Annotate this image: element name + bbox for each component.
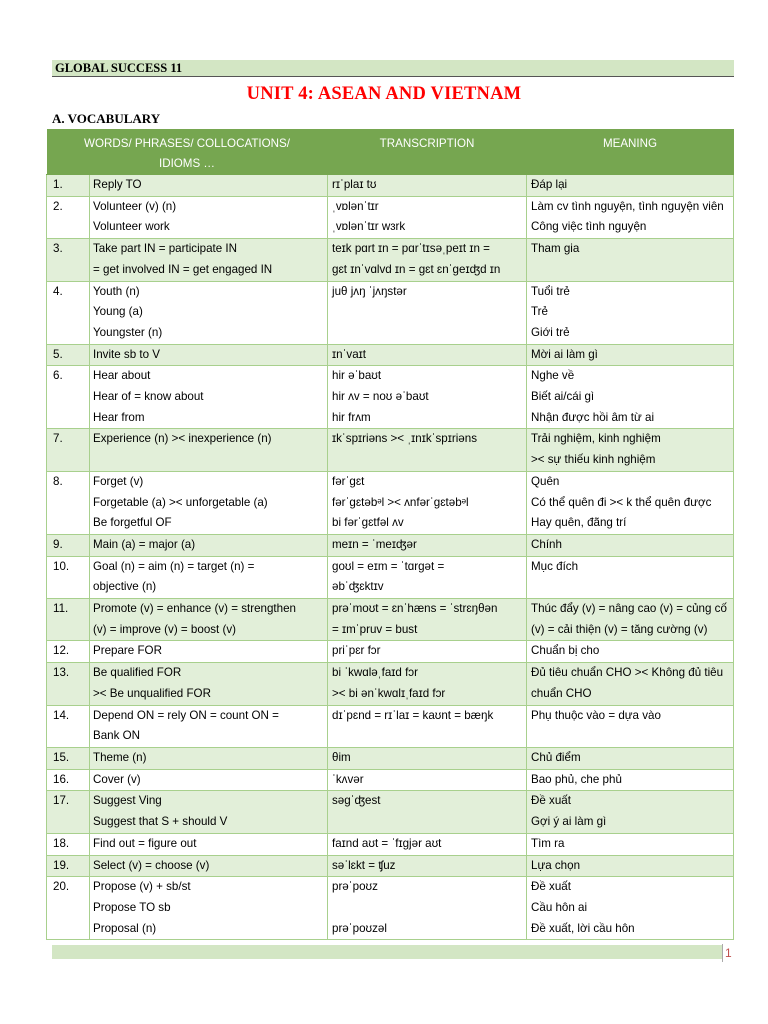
unit-title: UNIT 4: ASEAN AND VIETNAM bbox=[246, 84, 522, 104]
column-header-transcription bbox=[328, 130, 527, 175]
meaning-cell bbox=[527, 534, 734, 556]
transcription-line: fərˈgɛtəbᵊl >< ʌnfərˈgɛtəbᵊl bbox=[332, 495, 469, 509]
transcription-line: əbˈʤɛktɪv bbox=[332, 580, 384, 594]
transcription-line: juθ jʌŋ ˈjʌŋstər bbox=[332, 284, 407, 298]
word-line: Invite sb to V bbox=[93, 347, 161, 361]
meaning-line: Mời ai làm gì bbox=[531, 347, 598, 361]
transcription-line: səˈlɛkt = ʧuz bbox=[332, 858, 396, 872]
table-row bbox=[47, 344, 734, 366]
transcription-line: priˈpɛr fɔr bbox=[332, 644, 381, 658]
transcription-cell bbox=[328, 877, 527, 940]
meaning-line: Hay quên, đãng trí bbox=[531, 516, 627, 530]
meaning-line: Gợi ý ai làm gì bbox=[531, 815, 607, 829]
meaning-line: Quên bbox=[531, 474, 560, 488]
transcription-line: səgˈʤest bbox=[332, 794, 381, 808]
row-number: 9. bbox=[47, 534, 90, 556]
table-row bbox=[47, 175, 734, 197]
meaning-cell bbox=[527, 705, 734, 747]
word-line: Hear about bbox=[93, 369, 151, 383]
row-number: 19. bbox=[47, 855, 90, 877]
meaning-line: Làm cv tình nguyện, tình nguyện viên bbox=[531, 199, 724, 213]
table-row bbox=[47, 599, 734, 641]
word-line: >< Be unqualified FOR bbox=[93, 686, 211, 700]
word-line: Main (a) = major (a) bbox=[93, 537, 196, 551]
meaning-line: Có thể quên đi >< k thể quên được bbox=[531, 495, 712, 509]
row-number: 8. bbox=[47, 471, 90, 534]
word-cell bbox=[90, 599, 328, 641]
transcription-cell bbox=[328, 747, 527, 769]
row-number: 5. bbox=[47, 344, 90, 366]
meaning-line: Phụ thuộc vào = dựa vào bbox=[531, 708, 661, 722]
header-bar bbox=[52, 60, 734, 77]
row-number: 14. bbox=[47, 705, 90, 747]
word-line: Take part IN = participate IN bbox=[93, 242, 238, 256]
word-cell bbox=[90, 239, 328, 281]
transcription-cell bbox=[328, 833, 527, 855]
meaning-cell bbox=[527, 281, 734, 344]
transcription-cell bbox=[328, 344, 527, 366]
word-cell bbox=[90, 663, 328, 705]
row-number: 7. bbox=[47, 429, 90, 471]
meaning-line: Đề xuất bbox=[531, 880, 571, 894]
word-line: Theme (n) bbox=[93, 750, 147, 764]
table-row bbox=[47, 366, 734, 429]
transcription-line: prəˈpoʊzəl bbox=[332, 921, 387, 935]
transcription-line: ˈkʌvər bbox=[332, 772, 364, 786]
word-cell bbox=[90, 344, 328, 366]
meaning-line: Nhận được hồi âm từ ai bbox=[531, 410, 655, 424]
meaning-cell bbox=[527, 641, 734, 663]
transcription-line: ɪnˈvaɪt bbox=[332, 347, 367, 361]
transcription-line: θim bbox=[332, 750, 351, 764]
meaning-line: Tìm ra bbox=[531, 836, 565, 850]
transcription-cell bbox=[328, 556, 527, 598]
table-row bbox=[47, 641, 734, 663]
meaning-line: Thúc đẩy (v) = nâng cao (v) = củng cố bbox=[531, 602, 727, 616]
vocabulary-table bbox=[46, 129, 734, 940]
meaning-line: Nghe về bbox=[531, 369, 575, 383]
meaning-cell bbox=[527, 175, 734, 197]
meaning-cell bbox=[527, 791, 734, 833]
word-line: Select (v) = choose (v) bbox=[93, 858, 210, 872]
meaning-line: Lựa chọn bbox=[531, 858, 581, 872]
transcription-line: fərˈgɛt bbox=[332, 474, 365, 488]
meaning-line: chuẩn CHO bbox=[531, 686, 592, 700]
meaning-line: Trẻ bbox=[531, 305, 548, 319]
table-row bbox=[47, 833, 734, 855]
transcription-cell bbox=[328, 471, 527, 534]
word-line: Proposal (n) bbox=[93, 921, 157, 935]
word-cell bbox=[90, 791, 328, 833]
meaning-line: Đề xuất, lời cầu hôn bbox=[531, 921, 635, 935]
meaning-cell bbox=[527, 344, 734, 366]
meaning-cell bbox=[527, 471, 734, 534]
transcription-line: ˌvɒlənˈtɪr wɜrk bbox=[332, 220, 406, 234]
transcription-line: goʊl = eɪm = ˈtɑrgət = bbox=[332, 559, 445, 573]
column-header-meaning bbox=[527, 130, 734, 175]
transcription-line: ˌvɒlənˈtɪr bbox=[332, 199, 379, 213]
table-row bbox=[47, 534, 734, 556]
table-row bbox=[47, 877, 734, 940]
meaning-line: (v) = cải thiện (v) = tăng cường (v) bbox=[531, 622, 708, 636]
transcription-cell bbox=[328, 366, 527, 429]
meaning-line: Trải nghiệm, kinh nghiệm bbox=[531, 432, 661, 446]
meaning-cell bbox=[527, 196, 734, 238]
transcription-line: prəˈpoʊz bbox=[332, 880, 378, 894]
meaning-line: Đề xuất bbox=[531, 794, 571, 808]
header-title: GLOBAL SUCCESS 11 bbox=[55, 61, 183, 75]
transcription-line: dɪˈpɛnd = rɪˈlaɪ = kaʊnt = bæŋk bbox=[332, 708, 494, 722]
meaning-line: Giới trẻ bbox=[531, 325, 570, 339]
transcription-cell bbox=[328, 239, 527, 281]
transcription-cell bbox=[328, 196, 527, 238]
word-cell bbox=[90, 366, 328, 429]
transcription-line: meɪn = ˈmeɪʤər bbox=[332, 537, 417, 551]
meaning-line: Tham gia bbox=[531, 242, 580, 256]
page-number-divider bbox=[722, 944, 723, 962]
table-row bbox=[47, 471, 734, 534]
transcription-line: >< bi ənˈkwɑlɪˌfaɪd fɔr bbox=[332, 686, 446, 700]
word-cell bbox=[90, 471, 328, 534]
word-line: Cover (v) bbox=[93, 772, 141, 786]
meaning-cell bbox=[527, 556, 734, 598]
transcription-cell bbox=[328, 855, 527, 877]
meaning-cell bbox=[527, 366, 734, 429]
meaning-line: Đủ tiêu chuẩn CHO >< Không đủ tiêu bbox=[531, 666, 724, 680]
meaning-line: Chính bbox=[531, 537, 562, 551]
word-cell bbox=[90, 534, 328, 556]
transcription-cell bbox=[328, 705, 527, 747]
transcription-line: prəˈmoʊt = ɛnˈhæns = ˈstrɛŋθən bbox=[332, 602, 498, 616]
transcription-line: ɪkˈspɪriəns >< ˌɪnɪkˈspɪriəns bbox=[332, 432, 477, 446]
transcription-cell bbox=[328, 175, 527, 197]
row-number: 18. bbox=[47, 833, 90, 855]
transcription-line: teɪk pɑrt ɪn = pɑrˈtɪsəˌpeɪt ɪn = bbox=[332, 242, 490, 256]
word-cell bbox=[90, 175, 328, 197]
word-line: Propose TO sb bbox=[93, 900, 171, 914]
table-row bbox=[47, 791, 734, 833]
word-cell bbox=[90, 429, 328, 471]
transcription-line: rɪˈplaɪ tʊ bbox=[332, 178, 377, 191]
word-line: Volunteer work bbox=[93, 220, 170, 234]
meaning-cell bbox=[527, 663, 734, 705]
word-cell bbox=[90, 196, 328, 238]
word-line: Bank ON bbox=[93, 729, 141, 743]
transcription-cell bbox=[328, 641, 527, 663]
word-line: objective (n) bbox=[93, 580, 157, 594]
word-line: = get involved IN = get engaged IN bbox=[93, 262, 273, 276]
meaning-cell bbox=[527, 877, 734, 940]
transcription-cell bbox=[328, 769, 527, 791]
word-line: Hear from bbox=[93, 410, 145, 424]
table-row bbox=[47, 705, 734, 747]
table-row bbox=[47, 769, 734, 791]
transcription-line bbox=[332, 898, 522, 919]
meaning-line: >< sự thiếu kinh nghiệm bbox=[531, 453, 656, 467]
row-number: 1. bbox=[47, 175, 90, 197]
row-number: 20. bbox=[47, 877, 90, 940]
word-line: Promote (v) = enhance (v) = strengthen bbox=[93, 602, 296, 616]
transcription-line: = ɪmˈpruv = bust bbox=[332, 622, 418, 636]
row-number: 11. bbox=[47, 599, 90, 641]
meaning-line: Đáp lại bbox=[531, 178, 568, 191]
word-cell bbox=[90, 769, 328, 791]
row-number: 10. bbox=[47, 556, 90, 598]
table-row bbox=[47, 747, 734, 769]
word-line: Forget (v) bbox=[93, 474, 144, 488]
meaning-line: Cầu hôn ai bbox=[531, 900, 588, 914]
word-line: Experience (n) >< inexperience (n) bbox=[93, 432, 272, 446]
page-number: 1 bbox=[725, 946, 732, 960]
meaning-line: Bao phủ, che phủ bbox=[531, 772, 622, 786]
footer-bar bbox=[52, 945, 722, 959]
word-cell bbox=[90, 641, 328, 663]
table-row bbox=[47, 239, 734, 281]
transcription-line: faɪnd aʊt = ˈfɪgjər aʊt bbox=[332, 836, 442, 850]
meaning-cell bbox=[527, 833, 734, 855]
transcription-line: hir əˈbaʊt bbox=[332, 369, 382, 383]
meaning-cell bbox=[527, 747, 734, 769]
column-header-words bbox=[47, 130, 328, 175]
meaning-cell bbox=[527, 239, 734, 281]
meaning-cell bbox=[527, 855, 734, 877]
word-line: Propose (v) + sb/st bbox=[93, 880, 191, 894]
row-number: 15. bbox=[47, 747, 90, 769]
word-cell bbox=[90, 877, 328, 940]
word-line: Suggest Ving bbox=[93, 794, 162, 808]
transcription-line: bi fərˈgɛtfəl ʌv bbox=[332, 516, 404, 530]
word-line: Youngster (n) bbox=[93, 325, 163, 339]
column-header-transcription-label: TRANSCRIPTION bbox=[379, 137, 475, 150]
table-row bbox=[47, 281, 734, 344]
word-line: Goal (n) = aim (n) = target (n) = bbox=[93, 559, 255, 573]
transcription-cell bbox=[328, 599, 527, 641]
meaning-cell bbox=[527, 429, 734, 471]
row-number: 16. bbox=[47, 769, 90, 791]
word-cell bbox=[90, 833, 328, 855]
table-row bbox=[47, 556, 734, 598]
word-cell bbox=[90, 556, 328, 598]
word-line: Suggest that S + should V bbox=[93, 815, 228, 829]
word-line: Depend ON = rely ON = count ON = bbox=[93, 708, 279, 722]
table-header-row bbox=[47, 130, 734, 175]
meaning-line: Chuẩn bị cho bbox=[531, 644, 600, 658]
word-line: Volunteer (v) (n) bbox=[93, 199, 177, 213]
table-body bbox=[47, 175, 734, 940]
row-number: 2. bbox=[47, 196, 90, 238]
transcription-cell bbox=[328, 534, 527, 556]
transcription-line: gɛt ɪnˈvɑlvd ɪn = gɛt ɛnˈgeɪʤd ɪn bbox=[332, 262, 501, 276]
section-title: A. VOCABULARY bbox=[52, 111, 161, 126]
word-line: Be qualified FOR bbox=[93, 666, 182, 680]
transcription-line: hir ʌv = noʊ əˈbaʊt bbox=[332, 390, 429, 404]
row-number: 6. bbox=[47, 366, 90, 429]
word-cell bbox=[90, 855, 328, 877]
table-row bbox=[47, 663, 734, 705]
word-line: Hear of = know about bbox=[93, 390, 204, 404]
word-line: Young (a) bbox=[93, 305, 143, 319]
table-row bbox=[47, 429, 734, 471]
word-cell bbox=[90, 281, 328, 344]
word-cell bbox=[90, 747, 328, 769]
word-line: Be forgetful OF bbox=[93, 516, 172, 530]
transcription-cell bbox=[328, 281, 527, 344]
column-header-words-line1: WORDS/ PHRASES/ COLLOCATIONS/ bbox=[84, 137, 290, 150]
row-number: 13. bbox=[47, 663, 90, 705]
transcription-cell bbox=[328, 663, 527, 705]
word-line: Reply TO bbox=[93, 178, 142, 191]
column-header-meaning-label: MEANING bbox=[602, 137, 658, 150]
table-row bbox=[47, 855, 734, 877]
word-line: Prepare FOR bbox=[93, 644, 162, 658]
meaning-line: Biết ai/cái gì bbox=[531, 390, 595, 404]
table-row bbox=[47, 196, 734, 238]
meaning-line: Chủ điểm bbox=[531, 750, 581, 764]
transcription-line: bi ˈkwɑləˌfaɪd fɔr bbox=[332, 666, 418, 680]
row-number: 12. bbox=[47, 641, 90, 663]
meaning-line: Tuổi trẻ bbox=[531, 284, 570, 298]
transcription-cell bbox=[328, 791, 527, 833]
word-line: (v) = improve (v) = boost (v) bbox=[93, 622, 237, 636]
transcription-line: hir frʌm bbox=[332, 410, 371, 424]
word-cell bbox=[90, 705, 328, 747]
word-line: Find out = figure out bbox=[93, 836, 197, 850]
row-number: 4. bbox=[47, 281, 90, 344]
column-header-words-line2: IDIOMS … bbox=[158, 157, 216, 170]
meaning-line: Công việc tình nguyện bbox=[531, 220, 647, 234]
meaning-cell bbox=[527, 769, 734, 791]
row-number: 17. bbox=[47, 791, 90, 833]
row-number: 3. bbox=[47, 239, 90, 281]
transcription-cell bbox=[328, 429, 527, 471]
meaning-line: Mục đích bbox=[531, 559, 579, 573]
meaning-cell bbox=[527, 599, 734, 641]
word-line: Youth (n) bbox=[93, 284, 140, 298]
word-line: Forgetable (a) >< unforgetable (a) bbox=[93, 495, 268, 509]
